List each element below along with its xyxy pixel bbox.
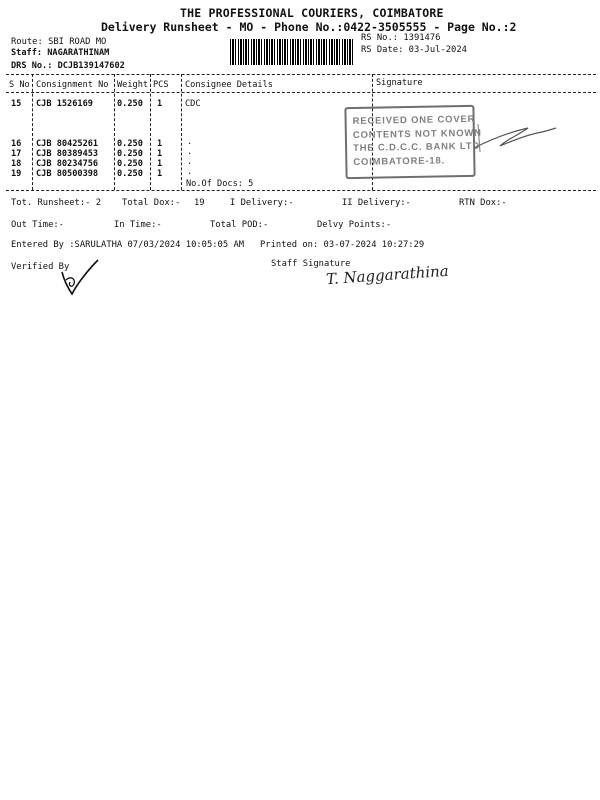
col-divider bbox=[32, 74, 33, 190]
row-pcs: 1 bbox=[157, 139, 163, 149]
stamp-line: RECEIVED ONE COVER bbox=[352, 113, 476, 127]
handwritten-staff-name: T. Naggarathina bbox=[325, 261, 450, 289]
route-label: Route: SBI ROAD MO bbox=[11, 37, 107, 47]
verified-signature-mark bbox=[56, 258, 106, 300]
row-weight: 0.250 bbox=[117, 149, 143, 159]
row-consignee: . bbox=[187, 137, 193, 147]
row-consignment: CJB 1526169 bbox=[36, 99, 93, 109]
stamp-line: THE C.D.C.C. BANK LTD bbox=[353, 140, 481, 154]
total-dox-label: Total Dox:- bbox=[122, 198, 181, 208]
row-weight: 0.250 bbox=[117, 99, 143, 109]
row-sno: 15 bbox=[11, 99, 22, 109]
stamp-line: COIMBATORE-18. bbox=[353, 154, 446, 168]
no-of-docs: No.Of Docs: 5 bbox=[186, 179, 254, 189]
col-header-signature: Signature bbox=[376, 78, 423, 88]
document-subtitle: Delivery Runsheet - MO - Phone No.:0422-3505555 - Page No.:2 bbox=[101, 20, 517, 34]
printed-on: Printed on: 03-07-2024 10:27:29 bbox=[260, 240, 425, 250]
rs-date: RS Date: 03-Jul-2024 bbox=[361, 45, 467, 55]
document-title: THE PROFESSIONAL COURIERS, COIMBATORE bbox=[180, 6, 444, 20]
rtn-dox: RTN Dox:- bbox=[459, 198, 507, 208]
entered-by: Entered By :SARULATHA 07/03/2024 10:05:05 AM bbox=[11, 240, 245, 250]
rs-number: RS No.: 1391476 bbox=[361, 33, 441, 43]
row-consignment: CJB 80234756 bbox=[36, 159, 99, 169]
col-divider bbox=[181, 74, 182, 190]
in-time: In Time:- bbox=[114, 220, 162, 230]
out-time: Out Time:- bbox=[11, 220, 64, 230]
tot-runsheet: Tot. Runsheet:- 2 bbox=[11, 198, 102, 208]
row-sno: 19 bbox=[11, 169, 22, 179]
total-pod: Total POD:- bbox=[210, 220, 269, 230]
col-divider bbox=[150, 74, 151, 190]
row-consignment: CJB 80425261 bbox=[36, 139, 99, 149]
delvy-points: Delvy Points:- bbox=[317, 220, 392, 230]
barcode bbox=[230, 39, 354, 65]
row-pcs: 1 bbox=[157, 99, 163, 109]
row-consignee: . bbox=[187, 147, 193, 157]
row-pcs: 1 bbox=[157, 149, 163, 159]
row-weight: 0.250 bbox=[117, 159, 143, 169]
drs-number: DRS No.: DCJB139147602 bbox=[11, 61, 125, 71]
recipient-signature-mark bbox=[470, 118, 560, 158]
i-delivery: I Delivery:- bbox=[230, 198, 294, 208]
row-consignment: CJB 80389453 bbox=[36, 149, 99, 159]
col-divider bbox=[114, 74, 115, 190]
table-top-rule bbox=[6, 74, 596, 75]
ii-delivery: II Delivery:- bbox=[342, 198, 411, 208]
row-sno: 16 bbox=[11, 139, 22, 149]
col-header-consignment: Consignment No bbox=[36, 80, 109, 90]
col-header-consignee: Consignee Details bbox=[185, 80, 273, 90]
row-consignee: . bbox=[187, 167, 193, 177]
table-bottom-rule bbox=[6, 190, 596, 191]
row-consignee: CDC bbox=[185, 99, 201, 109]
col-header-sno: S No bbox=[9, 80, 30, 90]
col-header-weight: Weight bbox=[117, 80, 149, 90]
row-consignee: . bbox=[187, 157, 193, 167]
row-weight: 0.250 bbox=[117, 169, 143, 179]
verified-by-label: Verified By bbox=[11, 262, 70, 272]
total-dox-value: 19 bbox=[194, 198, 205, 208]
row-sno: 18 bbox=[11, 159, 22, 169]
table-header-rule bbox=[6, 92, 596, 93]
row-pcs: 1 bbox=[157, 159, 163, 169]
row-consignment: CJB 80500398 bbox=[36, 169, 99, 179]
staff-signature-label: Staff Signature bbox=[271, 259, 351, 269]
row-sno: 17 bbox=[11, 149, 22, 159]
received-stamp bbox=[344, 105, 482, 179]
row-pcs: 1 bbox=[157, 169, 163, 179]
staff-label: Staff: NAGARATHINAM bbox=[11, 48, 110, 58]
row-weight: 0.250 bbox=[117, 139, 143, 149]
stamp-line: CONTENTS NOT KNOWN bbox=[352, 127, 482, 141]
col-header-pcs: PCS bbox=[153, 80, 169, 90]
